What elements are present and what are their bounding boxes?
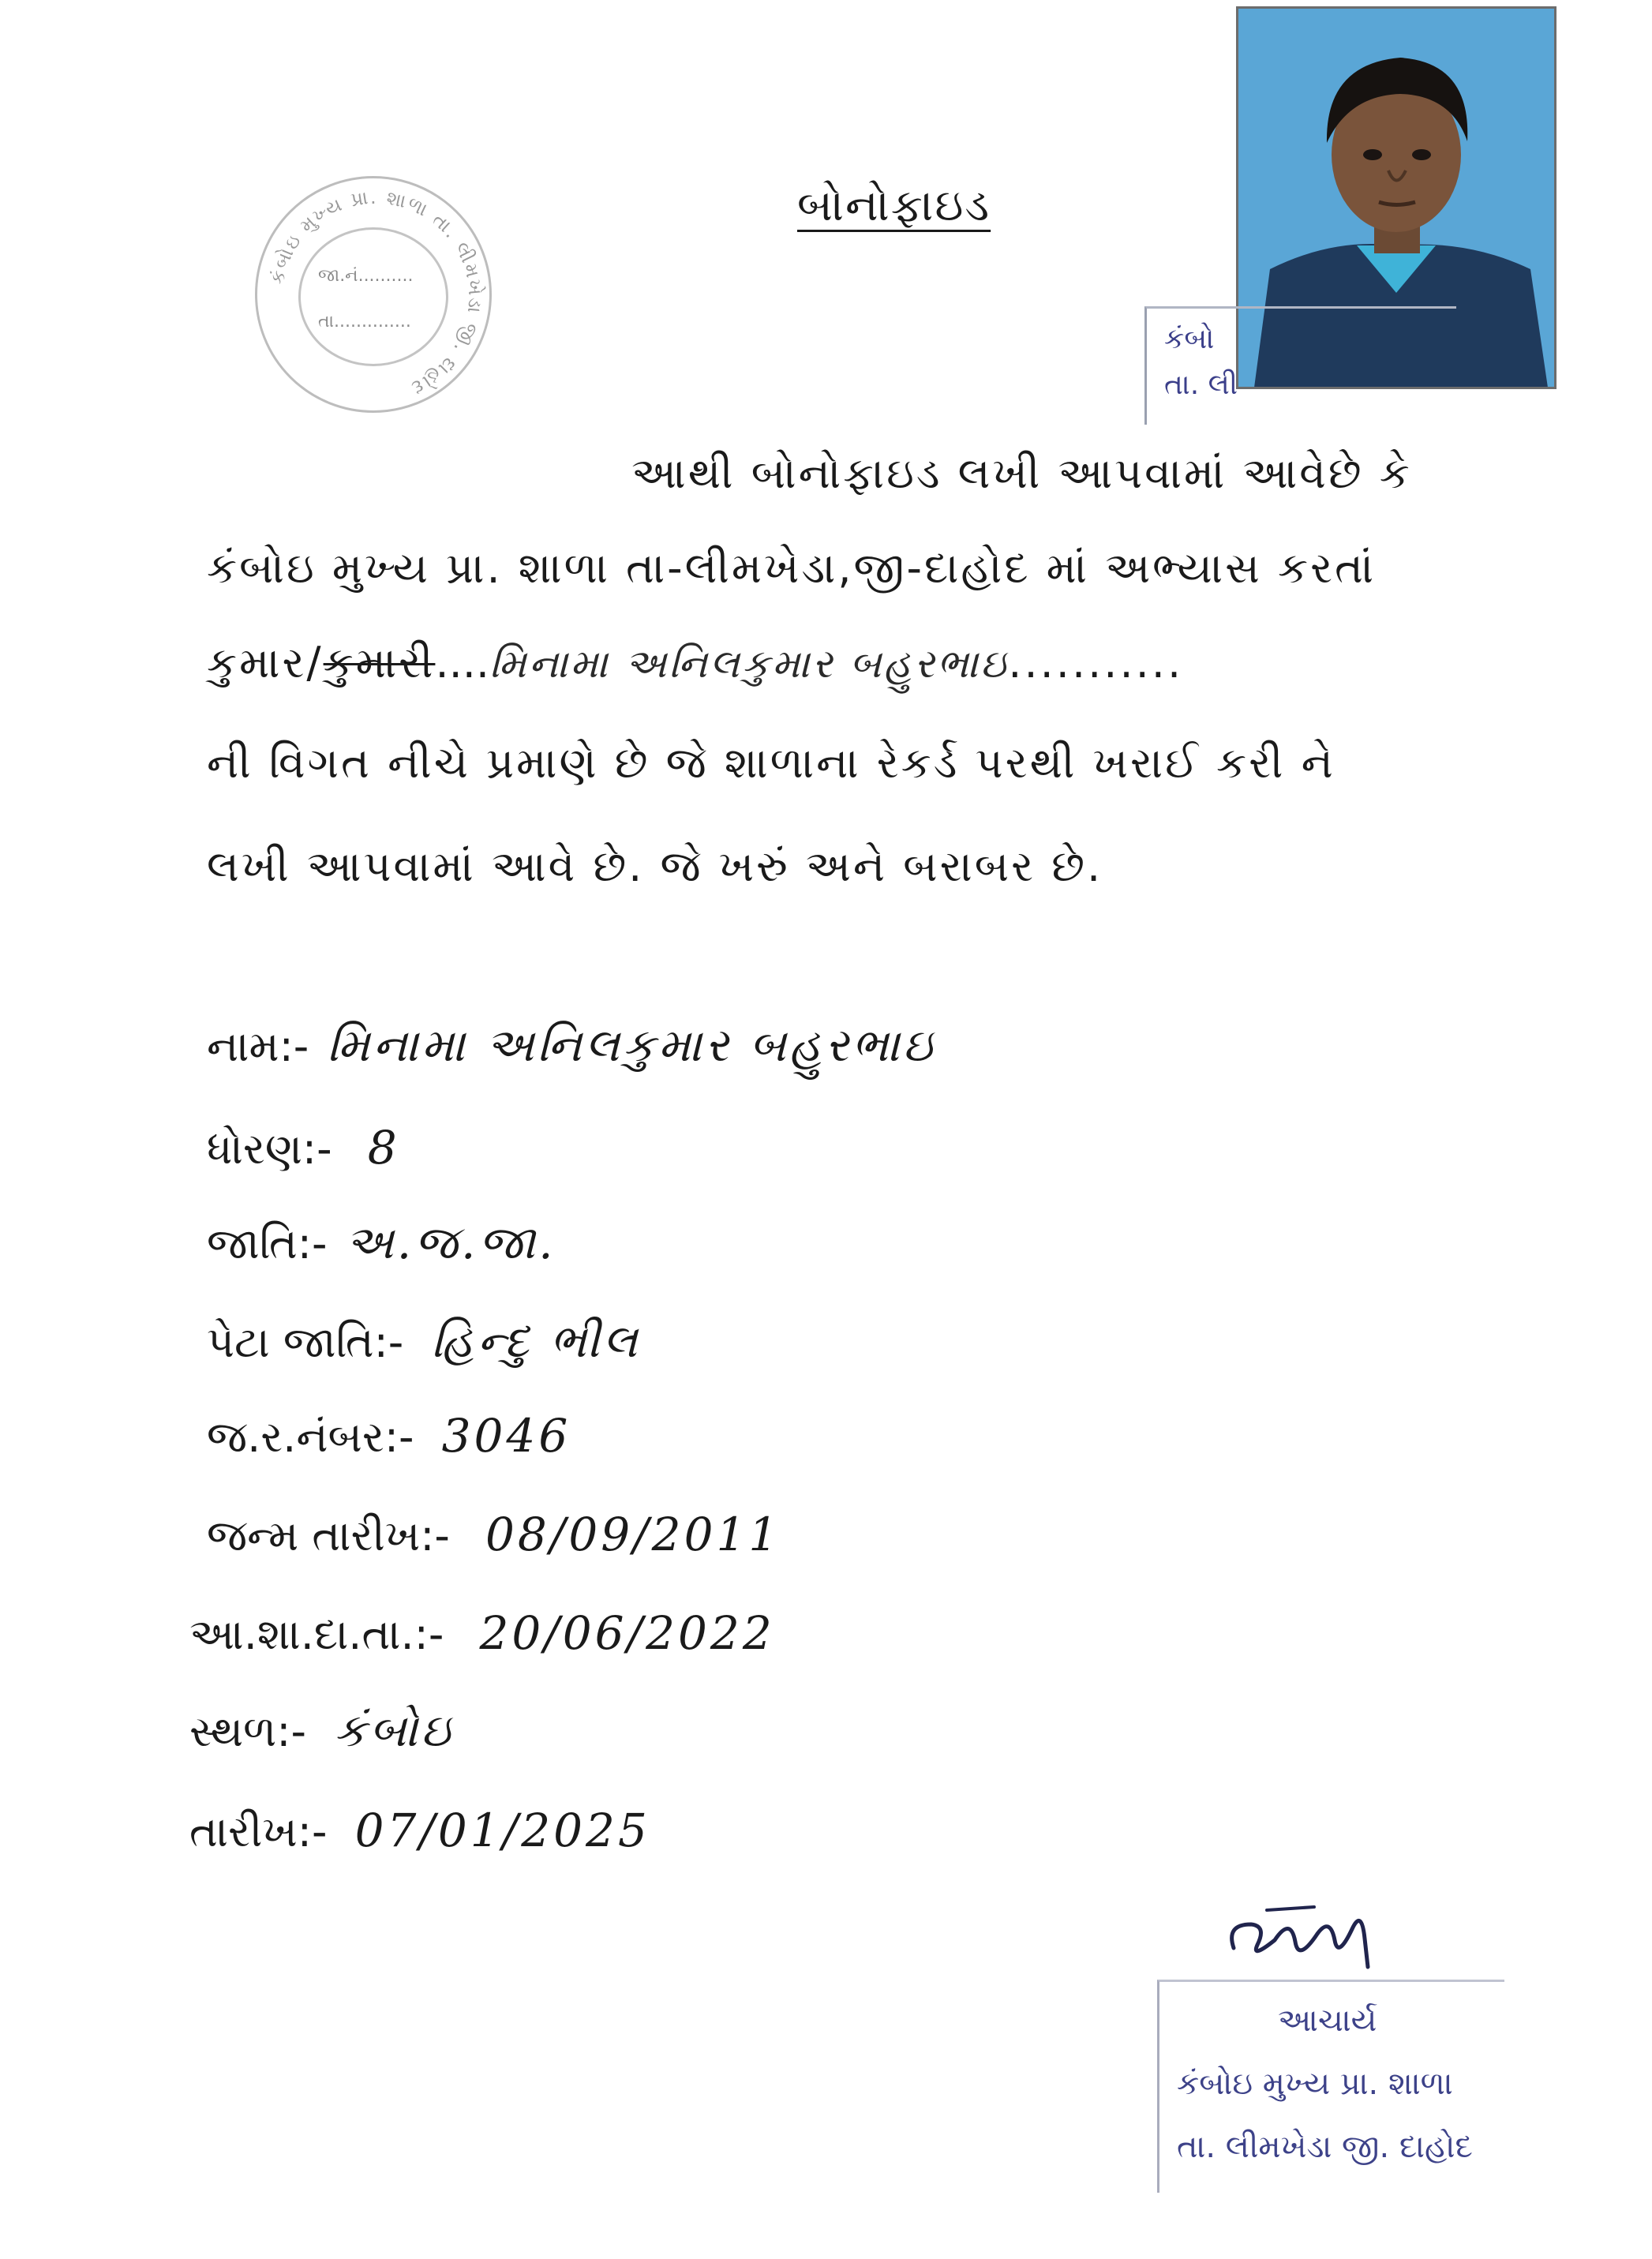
signature-scribble	[1219, 1893, 1393, 1980]
body-line-2: કંબોઇ મુખ્ય પ્રા. શાળા તા-લીમખેડા,જી-દાહોદ માં અભ્યાસ કરતાં	[207, 543, 1377, 593]
field-name-label: નામ:-	[207, 1021, 309, 1071]
gender-option-female-struck: કુમારી	[323, 638, 436, 687]
field-subcaste	[207, 1314, 641, 1369]
body-line-5: લખી આપવામાં આવે છે. જે ખરું અને બરાબર છે.	[207, 841, 1103, 891]
body-line-1: આથી બોનોફાઇડ લખી આપવામાં આવેછે કે	[631, 448, 1412, 498]
field-standard	[207, 1121, 400, 1174]
principal-stamp-line2: તા. લીમખેડા જી. દાહોદ	[1177, 2129, 1473, 2165]
field-name-value: મિનામા અનિલકુમાર બહુરભાઇ	[327, 1018, 936, 1072]
school-seal	[255, 176, 492, 413]
field-birth-date-value: 08/09/2011	[485, 1508, 781, 1561]
seal-inner-circle	[298, 227, 448, 366]
principal-stamp	[1157, 1980, 1504, 2193]
document-title: બોનોફાઇડ	[797, 180, 991, 231]
photo-stamp-line1: કંબો	[1164, 323, 1215, 355]
body-line-3: કુમાર/કુમારી....મિનામા અનિલકુમાર બહુરભાઇ...........	[207, 638, 1184, 687]
field-admission-date-label: આ.શા.દા.તા.:-	[189, 1609, 444, 1659]
body-line-4: ની વિગત નીચે પ્રમાણે છે જે શાળાના રેકર્ડ પરથી ખરાઈ કરી ને	[207, 738, 1335, 788]
field-admission-date	[189, 1606, 775, 1660]
field-date	[189, 1804, 650, 1857]
field-subcaste-value: હિન્દુ ભીલ	[431, 1314, 641, 1368]
field-standard-label: ધોરણ:-	[207, 1124, 332, 1174]
field-caste	[207, 1216, 556, 1270]
seal-date-line: તા..............	[318, 312, 411, 332]
student-name-handwritten: મિનામા અનિલકુમાર બહુરભાઇ	[489, 641, 1009, 687]
field-birth-date-label: જન્મ તારીખ:-	[207, 1511, 450, 1560]
field-place	[189, 1703, 453, 1758]
field-register-number-label: જ.ર.નંબર:-	[207, 1412, 414, 1462]
seal-ring-text: કંબોઇ મુખ્ય પ્રા. શાળા તા. લીમખેડા જી. દાહોદ	[266, 185, 487, 400]
field-caste-value: અ.જ.જા.	[345, 1216, 556, 1269]
gender-option-male: કુમાર/	[207, 638, 324, 687]
field-date-label: તારીખ:-	[189, 1807, 328, 1856]
field-name	[207, 1018, 935, 1073]
photo-stamp-line2: તા. લી	[1164, 369, 1238, 401]
field-place-value: કંબોઇ	[334, 1703, 454, 1757]
principal-stamp-line1: કંબોઇ મુખ્ય પ્રા. શાળા	[1177, 2066, 1453, 2102]
field-subcaste-label: પેટા જાતિ:-	[207, 1317, 404, 1367]
principal-signature	[1219, 1893, 1393, 1983]
field-standard-value: 8	[367, 1121, 400, 1174]
seal-number-line: જા.નં..........	[318, 266, 414, 286]
field-date-value: 07/01/2025	[354, 1804, 650, 1857]
field-admission-date-value: 20/06/2022	[479, 1606, 775, 1660]
principal-stamp-title: આચાર્ય	[1278, 2002, 1377, 2039]
name-blank-dots: ...........	[1008, 638, 1184, 687]
field-birth-date	[207, 1508, 781, 1561]
photo-stamp	[1144, 306, 1456, 425]
field-register-number-value: 3046	[441, 1409, 571, 1463]
field-caste-label: જાતિ:-	[207, 1219, 328, 1268]
field-place-label: સ્થળ:-	[189, 1706, 306, 1756]
field-register-number	[207, 1409, 571, 1463]
